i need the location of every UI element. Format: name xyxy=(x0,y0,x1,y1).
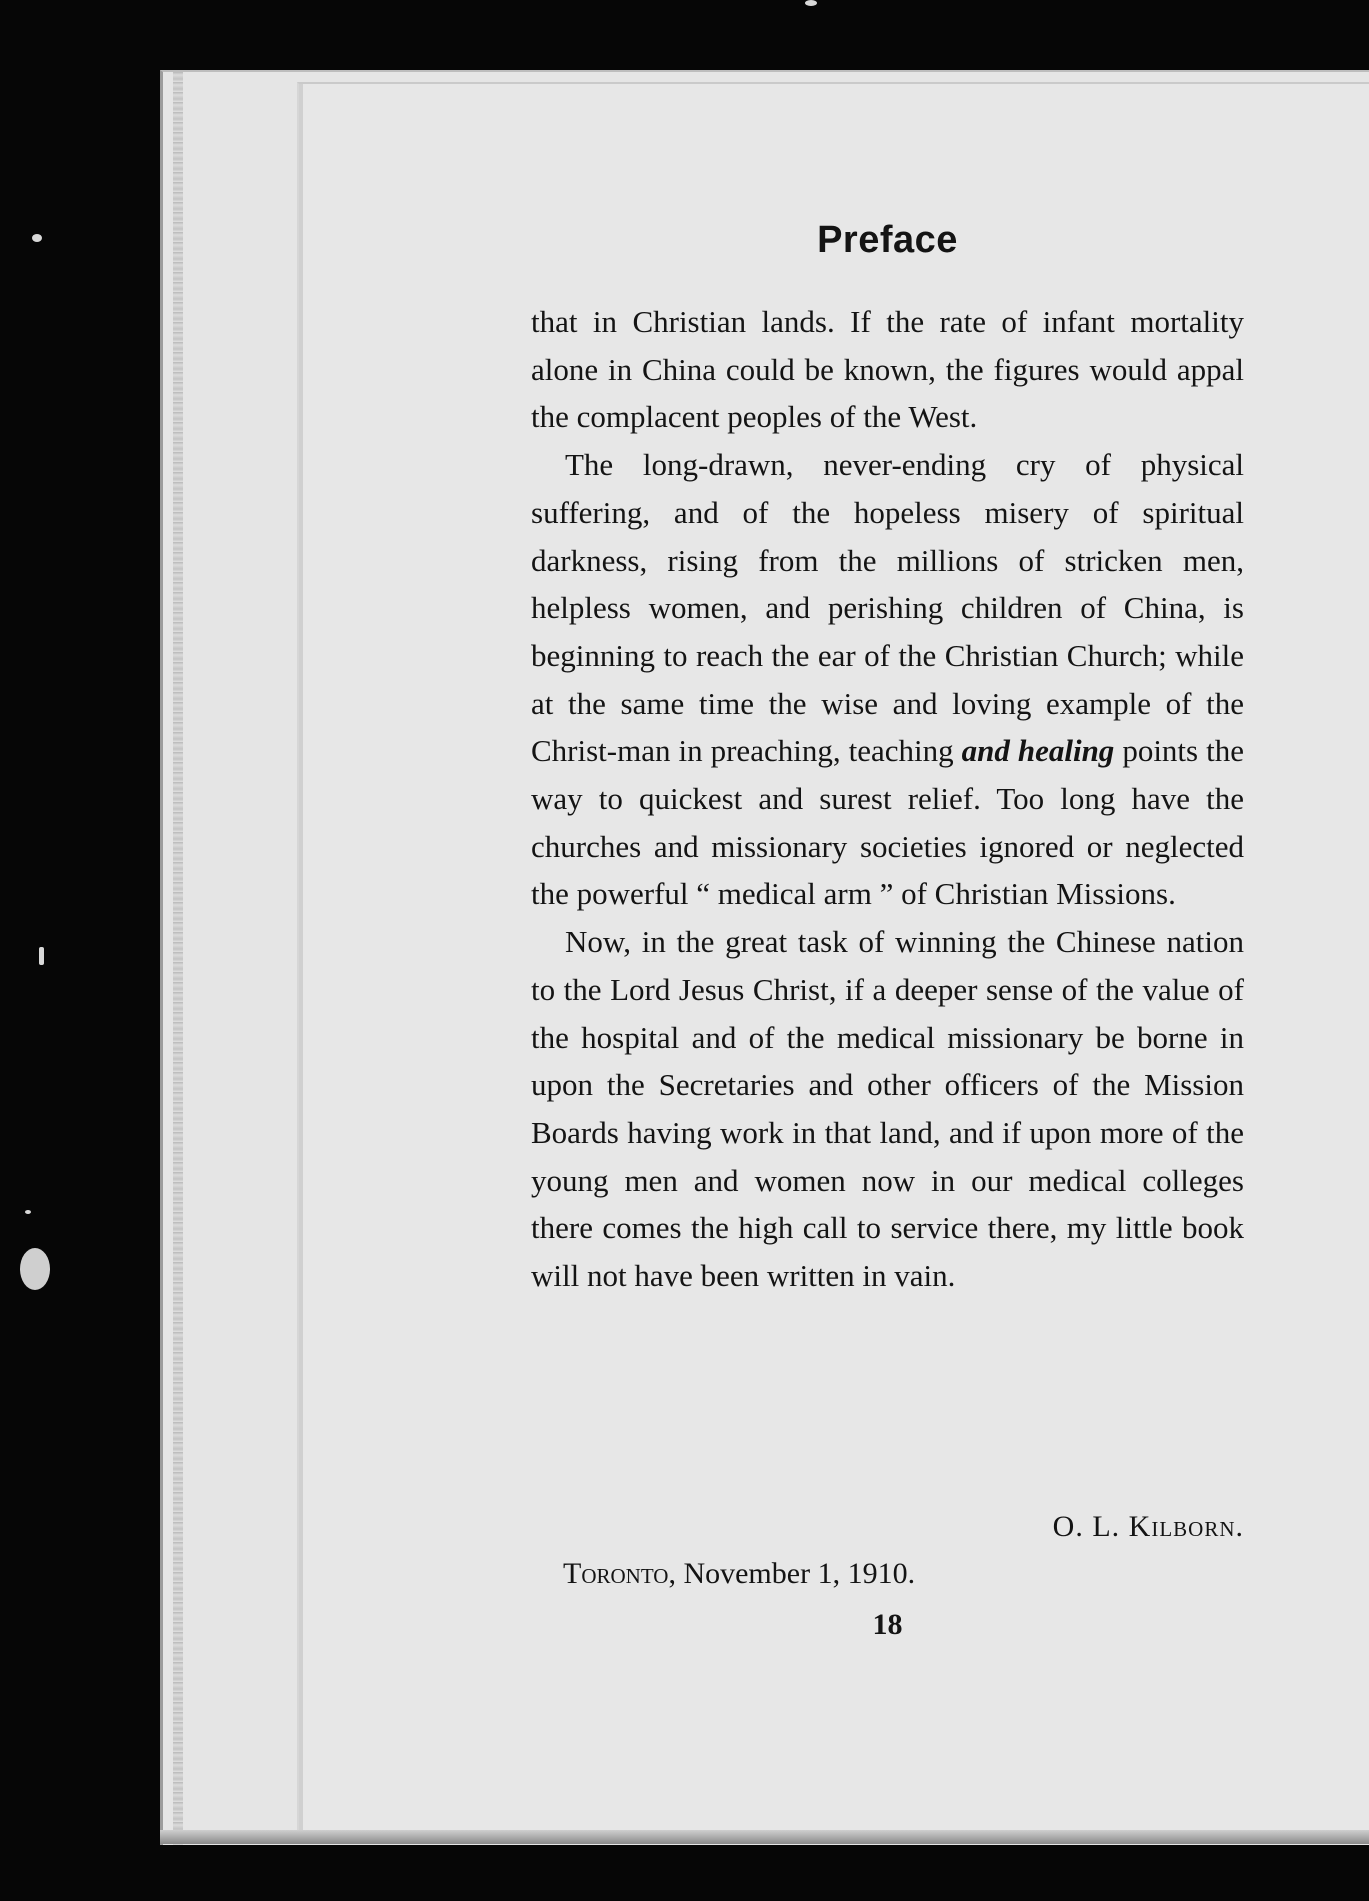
scan-speck xyxy=(20,1248,50,1290)
page-number: 18 xyxy=(872,1608,903,1641)
paragraph-text: The long-drawn, never-ending cry of physical suffering, and of the hopeless misery of spiritual darkness, rising from the millions of stricken men, helpless women, and perishing children of China, is beginning to reach the ear of the Christian Church; while at the same time the wise and loving example of the Christ-man in preaching, teaching xyxy=(531,447,1244,769)
paragraph-closing: Now, in the great task of winning the Chinese nation to the Lord Jesus Christ, if a deeper sense of the value of the hospital and of the medical missionary be borne in upon the Secretaries and other officers of the Mission Boards having work in that land, and if upon more of the young men and women now in our medical colleges there comes the high call to service there, my little book will not have been written in vain. xyxy=(531,924,1244,1294)
paragraph-cry-of-suffering xyxy=(531,441,1244,918)
scan-speck xyxy=(805,0,817,6)
paragraph-text: points the way to quickest and surest relief. Too long have the churches and missionary societies ignored or neglected the powerful “ medical arm ” of Christian Missions. xyxy=(531,733,1244,912)
emphasis-text: and healing xyxy=(961,733,1115,769)
place-and-date xyxy=(563,1554,1163,1594)
body-text xyxy=(531,298,1244,1300)
date-text: , November 1, 1910. xyxy=(668,1557,916,1590)
paragraph-continued: that in Christian lands. If the rate of infant mortality alone in China could be known, the figures would appal the complacent peoples of the West. xyxy=(531,304,1244,435)
place-name: Toronto xyxy=(563,1557,669,1590)
page-heading: Preface xyxy=(817,219,958,261)
scan-speck xyxy=(32,234,42,242)
scan-speck xyxy=(39,947,44,965)
author-signature: O. L. Kilborn. xyxy=(1052,1510,1244,1543)
scan-speck xyxy=(25,1210,31,1214)
page-bottom-edge xyxy=(160,1830,1369,1844)
